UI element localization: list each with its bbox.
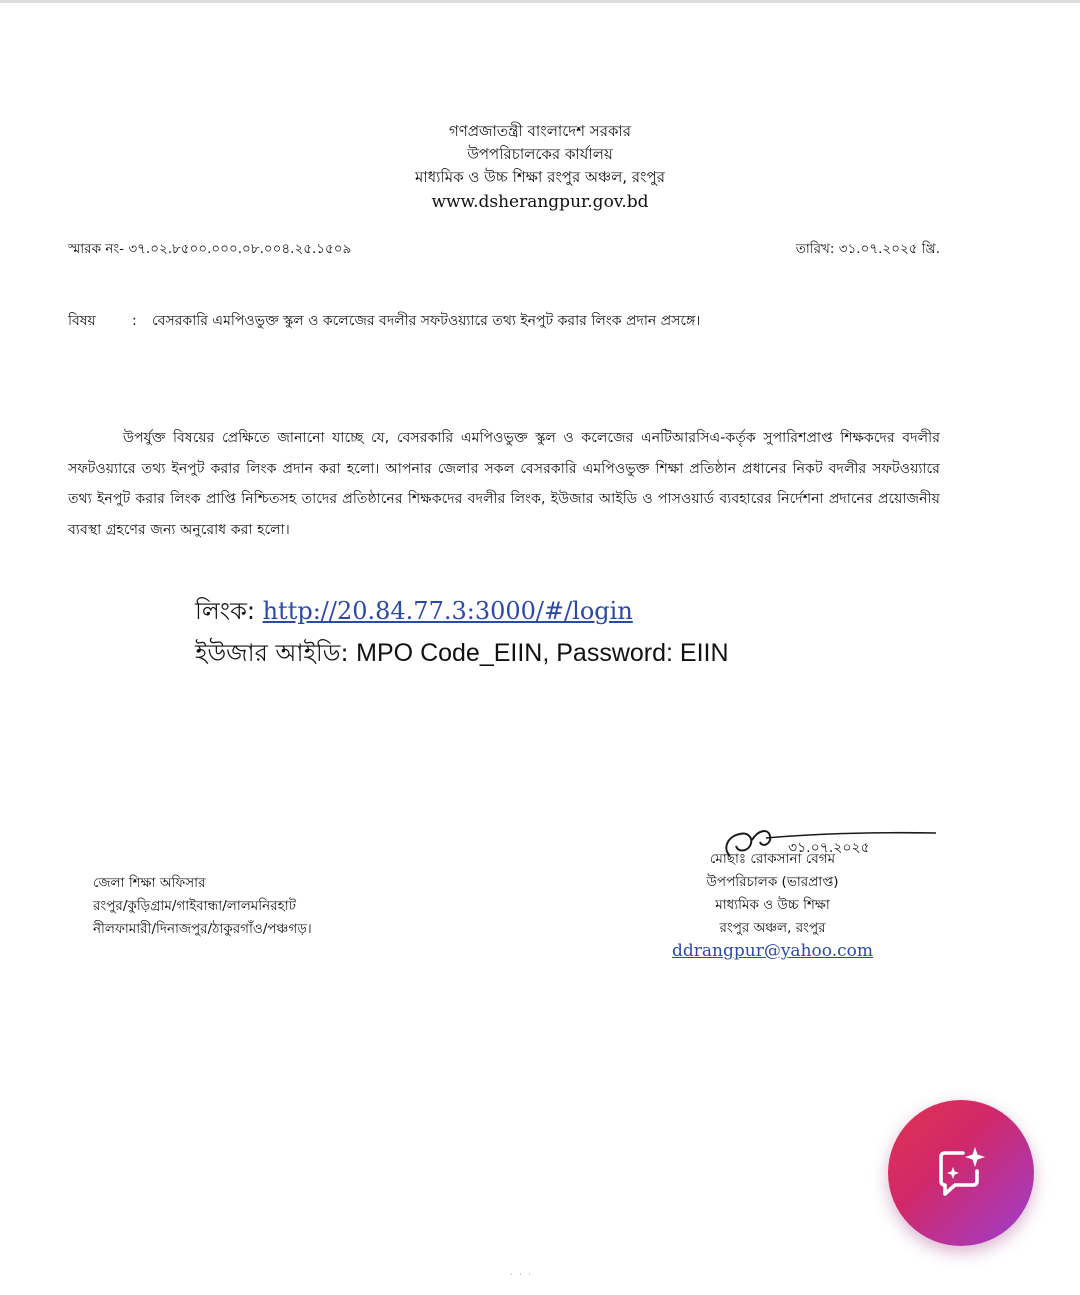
distribution-block xyxy=(93,872,513,941)
signatory-location: রংপুর অঞ্চল, রংপুর xyxy=(719,920,826,936)
signatory-office: মাধ্যমিক ও উচ্চ শিক্ষা xyxy=(715,897,830,913)
office-website: www.dsherangpur.gov.bd xyxy=(431,192,649,212)
distribution-districts-2: নীলফামারী/দিনাজপুর/ঠাকুরগাঁও/পঞ্চগড়। xyxy=(93,921,312,937)
office-name: উপপরিচালকের কার্যালয় xyxy=(467,145,613,163)
signatory-email-link[interactable]: ddrangpur@yahoo.com xyxy=(672,941,873,961)
distribution-districts-1: রংপুর/কুড়িগ্রাম/গাইবান্ধা/লালমনিরহাট xyxy=(93,898,296,914)
memo-date: তারিখ: ৩১.০৭.২০২৫ খ্রি. xyxy=(795,241,940,257)
govt-name: গণপ্রজাতন্ত্রী বাংলাদেশ সরকার xyxy=(448,122,632,140)
ai-assist-button[interactable] xyxy=(888,1100,1034,1246)
memo-line xyxy=(68,238,940,261)
subject-colon: : xyxy=(132,313,137,329)
body-paragraph: উপর্যুক্ত বিষয়ের প্রেক্ষিতে জানানো যাচ্ছে যে, বেসরকারি এমপিওভুক্ত স্কুল ও কলেজের এনটিআরসিএ-কর্তৃক সুপারিশপ্রাপ্ত শিক্ষকদের বদলীর সফটওয়্যারে তথ্য ইনপুট করার লিংক প্রদান করা হলো। আপনার জেলার সকল বেসরকারি এমপিওভুক্ত শিক্ষা প্রতিষ্ঠান প্রধানের নিকট বদলীর সফটওয়্যারে তথ্য ইনপুট করার লিংক প্রাপ্তি নিশ্চিতসহ তাদের প্রতিষ্ঠানের শিক্ষকদের বদলীর লিংক, ইউজার আইডি ও পাসওয়ার্ড ব্যবহারের নির্দেশনা প্রদানের প্রয়োজনীয় ব্যবস্থা গ্রহণের জন্য অনুরোধ করা হলো। xyxy=(68,430,940,538)
user-id-label: ইউজার আইডি: xyxy=(195,639,357,667)
letterhead xyxy=(290,120,790,214)
distribution-recipient: জেলা শিক্ষা অফিসার xyxy=(93,875,206,891)
sparkle-chat-icon xyxy=(931,1143,991,1203)
memo-number: স্মারক নং- ৩৭.০২.৮৫০০.০০০.০৮.০০৪.২৫.১৫০৯ xyxy=(68,241,352,257)
link-row xyxy=(195,590,955,632)
signatory-name: মোছাঃ রোকসানা বেগম xyxy=(709,851,836,867)
link-block xyxy=(195,590,955,674)
page-footer-mark: · · · xyxy=(510,1270,533,1279)
login-link[interactable]: http://20.84.77.3:3000/#/login xyxy=(262,597,633,625)
signatory-block xyxy=(640,848,905,963)
subject-label: বিষয় xyxy=(68,313,96,329)
link-label: লিংক: xyxy=(195,597,263,625)
office-region: মাধ্যমিক ও উচ্চ শিক্ষা রংপুর অঞ্চল, রংপুর xyxy=(415,168,665,186)
credentials-text: MPO Code_EIIN, Password: EIIN xyxy=(356,639,729,667)
signature-date: ৩১.০৭.২০২৫ xyxy=(788,840,870,856)
page-top-border xyxy=(0,0,1080,3)
subject-line xyxy=(68,309,948,333)
credentials-row xyxy=(195,632,955,674)
subject-text: বেসরকারি এমপিওভুক্ত স্কুল ও কলেজের বদলীর সফটওয়্যারে তথ্য ইনপুট করার লিংক প্রদান প্রসঙ্গে। xyxy=(152,313,701,329)
signatory-designation: উপপরিচালক (ভারপ্রাপ্ত) xyxy=(706,874,839,890)
